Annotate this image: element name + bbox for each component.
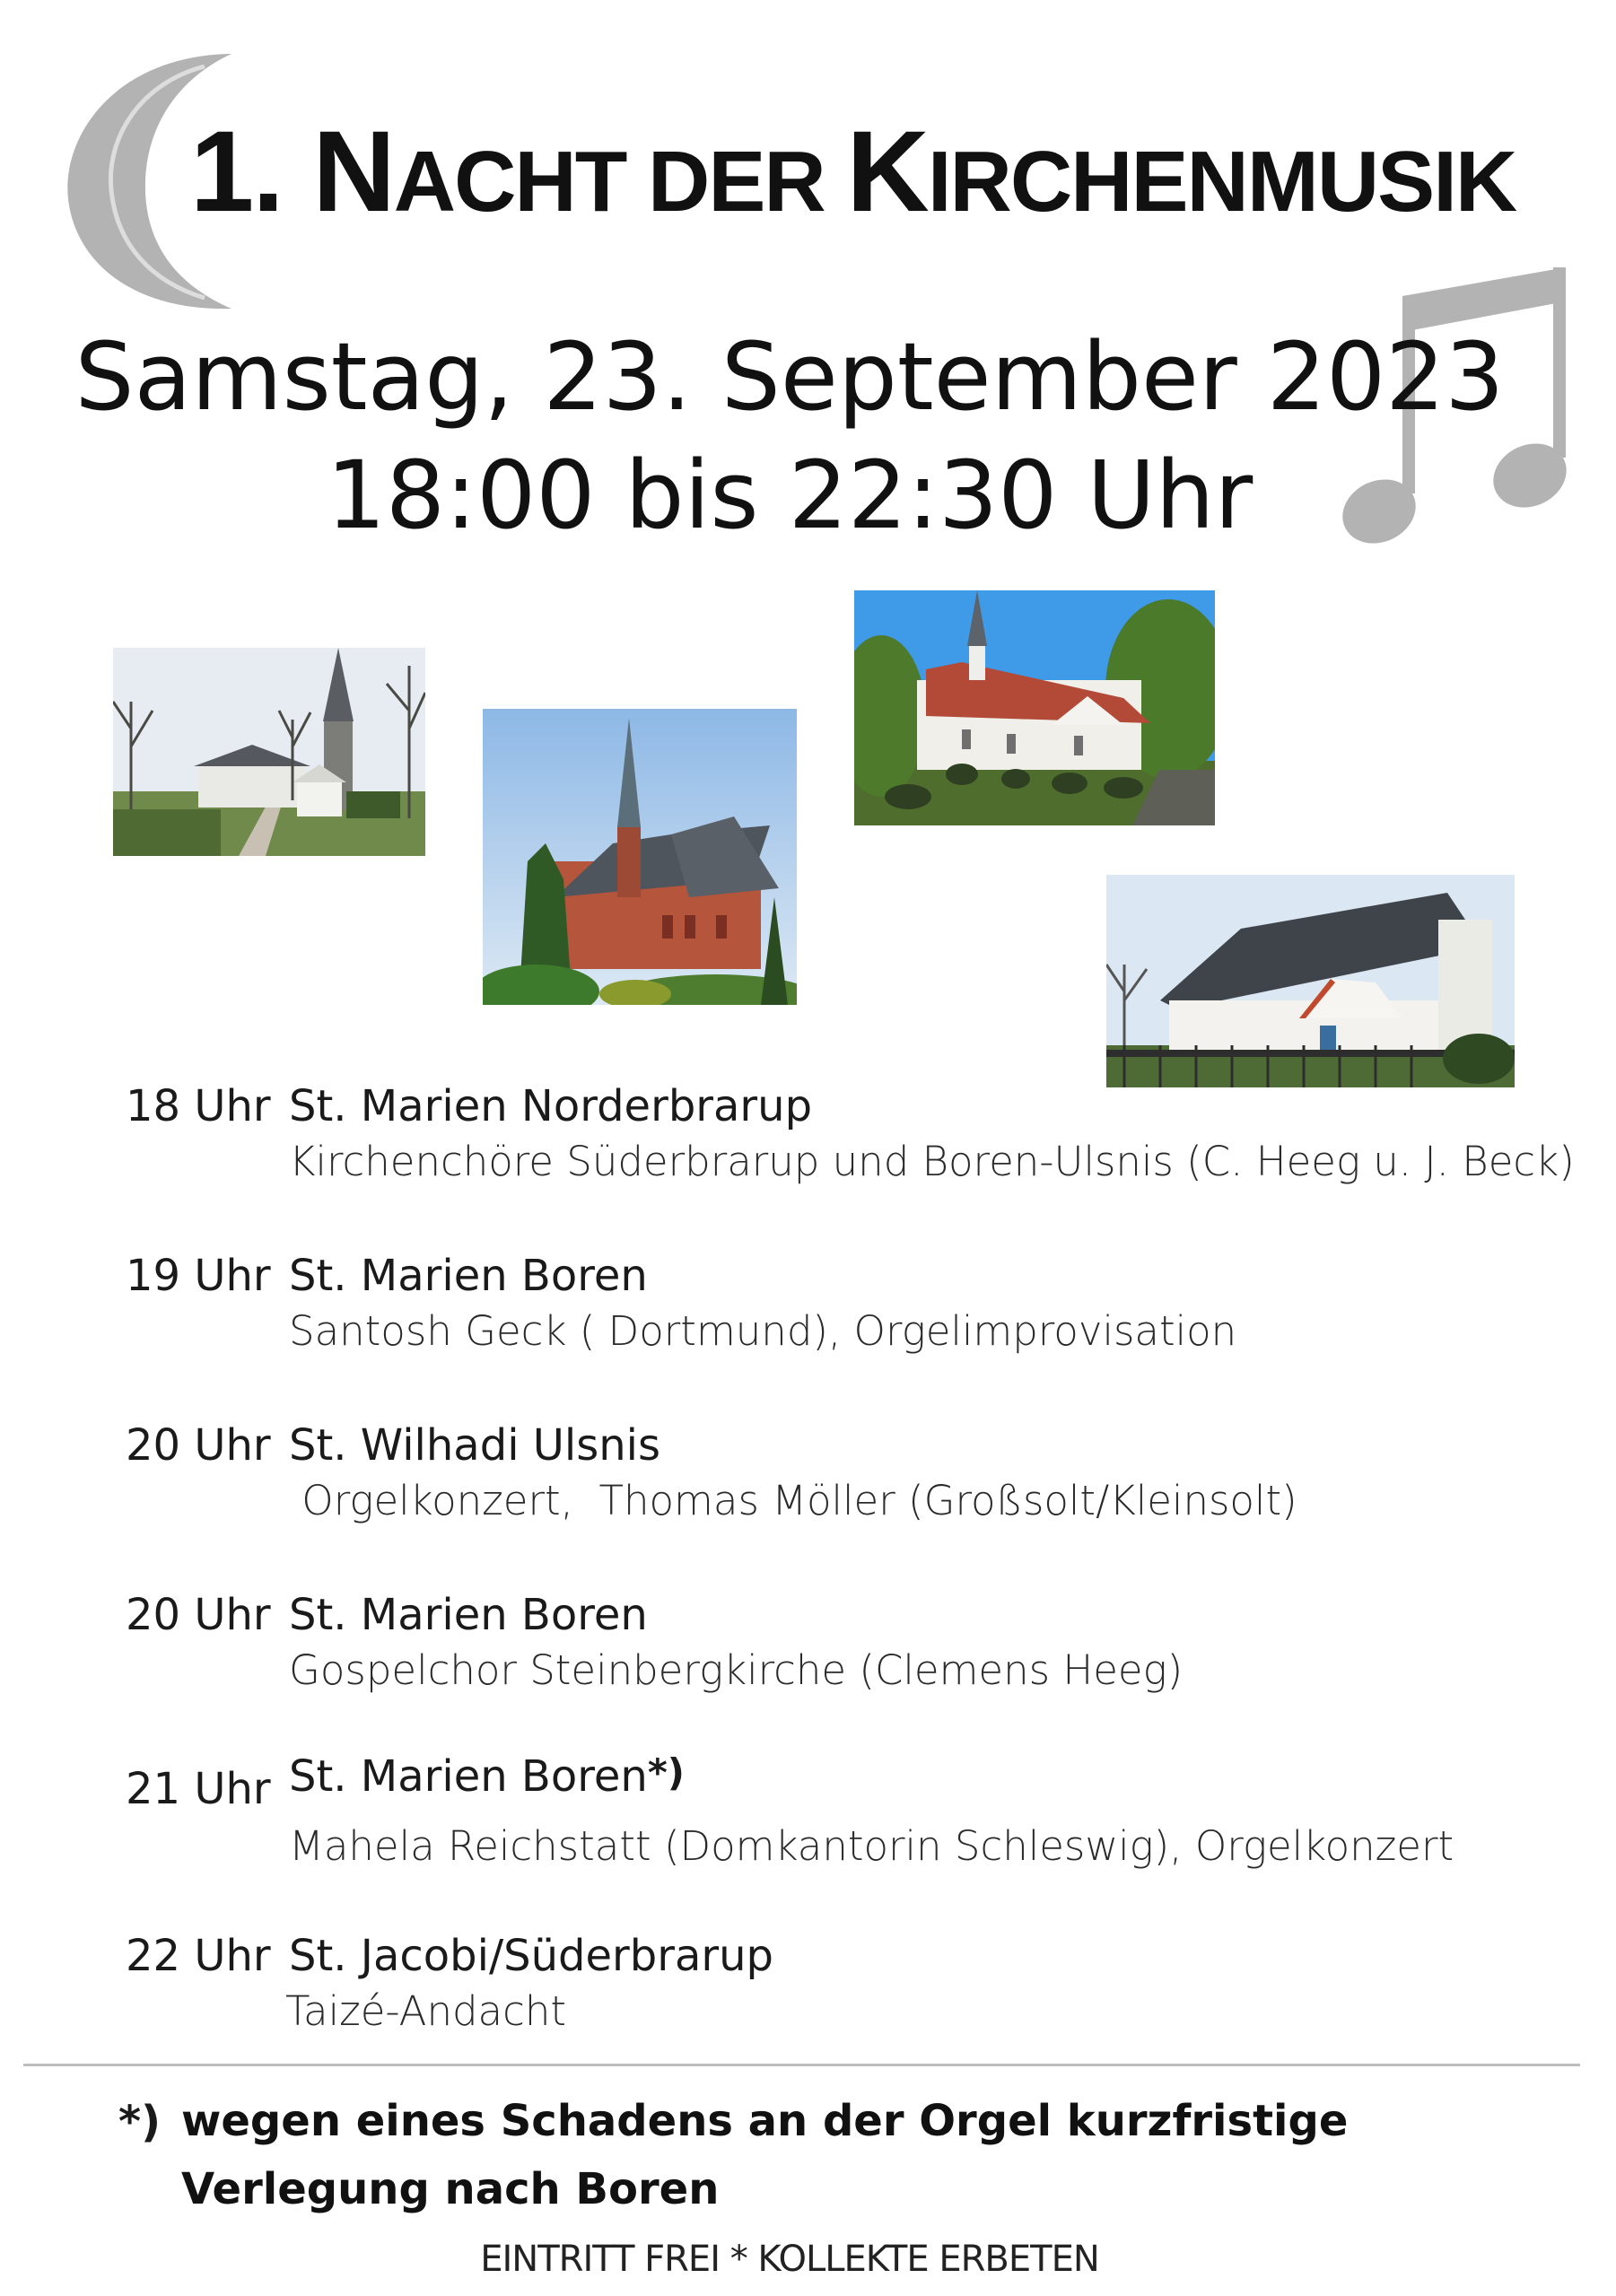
entry-time: 20 Uhr: [126, 1590, 271, 1640]
entry-description: Kirchenchöre Süderbrarup und Boren-Ulsnis (C. Heeg u. J. Beck): [289, 1138, 1575, 1185]
footnote-text: wegen eines Schadens an der Orgel kurzfristige Verlegung nach Boren: [181, 2096, 1349, 2214]
event-date: Samstag, 23. September 2023: [74, 322, 1505, 432]
entry-description: Santosh Geck ( Dortmund), Orgelimprovisation: [289, 1307, 1237, 1355]
schedule-entry-6: [126, 1926, 1561, 2061]
event-hours: 18:00 bis 22:30 Uhr: [326, 441, 1253, 550]
entry-place: [289, 1077, 812, 1136]
divider: [23, 2064, 1580, 2066]
church-photo-3: [854, 590, 1215, 825]
entry-time: 20 Uhr: [126, 1420, 271, 1471]
entry-place: [289, 1747, 685, 1808]
entry-place-name: St. Marien Boren: [289, 1751, 648, 1802]
schedule-entry-2: [126, 1246, 1561, 1381]
entry-time: 22 Uhr: [126, 1931, 271, 1981]
title-number: 1.: [190, 108, 313, 236]
schedule-entry-1: [126, 1077, 1575, 1211]
entry-time: 19 Uhr: [126, 1251, 271, 1301]
entry-place-name: St. Marien Boren: [289, 1251, 648, 1301]
church-photo-1: [113, 648, 425, 856]
entry-place-name: St. Wilhadi Ulsnis: [289, 1420, 661, 1471]
church-photo-2: [483, 709, 797, 1005]
schedule-entry-5: [126, 1747, 1561, 1881]
entry-description: Mahela Reichstatt (Domkantorin Schleswig), Orgelkonzert: [289, 1822, 1454, 1870]
title-initial-n: N: [312, 108, 394, 236]
entry-description: Orgelkonzert, Thomas Möller (Großsolt/Kleinsolt): [289, 1477, 1297, 1524]
admission-note: EINTRITT FREI * KOLLEKTE ERBETEN: [480, 2239, 1099, 2280]
title-initial-k: K: [846, 108, 928, 236]
title-smallcaps-2: IRCHENMUSIK: [927, 134, 1516, 230]
schedule-entry-4: [126, 1585, 1561, 1720]
entry-place: [289, 1246, 648, 1305]
entry-place-name: St. Jacobi/Süderbrarup: [289, 1931, 773, 1981]
event-title: [190, 108, 1516, 236]
entry-place-name: St. Marien Norderbrarup: [289, 1081, 813, 1131]
footnote-marker: *): [118, 2097, 162, 2147]
entry-place: [289, 1926, 773, 1986]
entry-description: Taizé-Andacht: [285, 1987, 567, 2035]
entry-place: [289, 1416, 660, 1475]
footnote-marker: *): [647, 1750, 686, 1794]
entry-time: 21 Uhr: [126, 1764, 271, 1814]
schedule-entry-3: [126, 1416, 1561, 1550]
entry-description: Gospelchor Steinbergkirche (Clemens Heeg): [289, 1646, 1184, 1694]
title-smallcaps-1: ACHT DER: [393, 134, 847, 230]
entry-place-name: St. Marien Boren: [289, 1590, 648, 1640]
church-photo-4: [1106, 875, 1515, 1087]
entry-place: [289, 1585, 648, 1645]
entry-time: 18 Uhr: [126, 1081, 271, 1131]
